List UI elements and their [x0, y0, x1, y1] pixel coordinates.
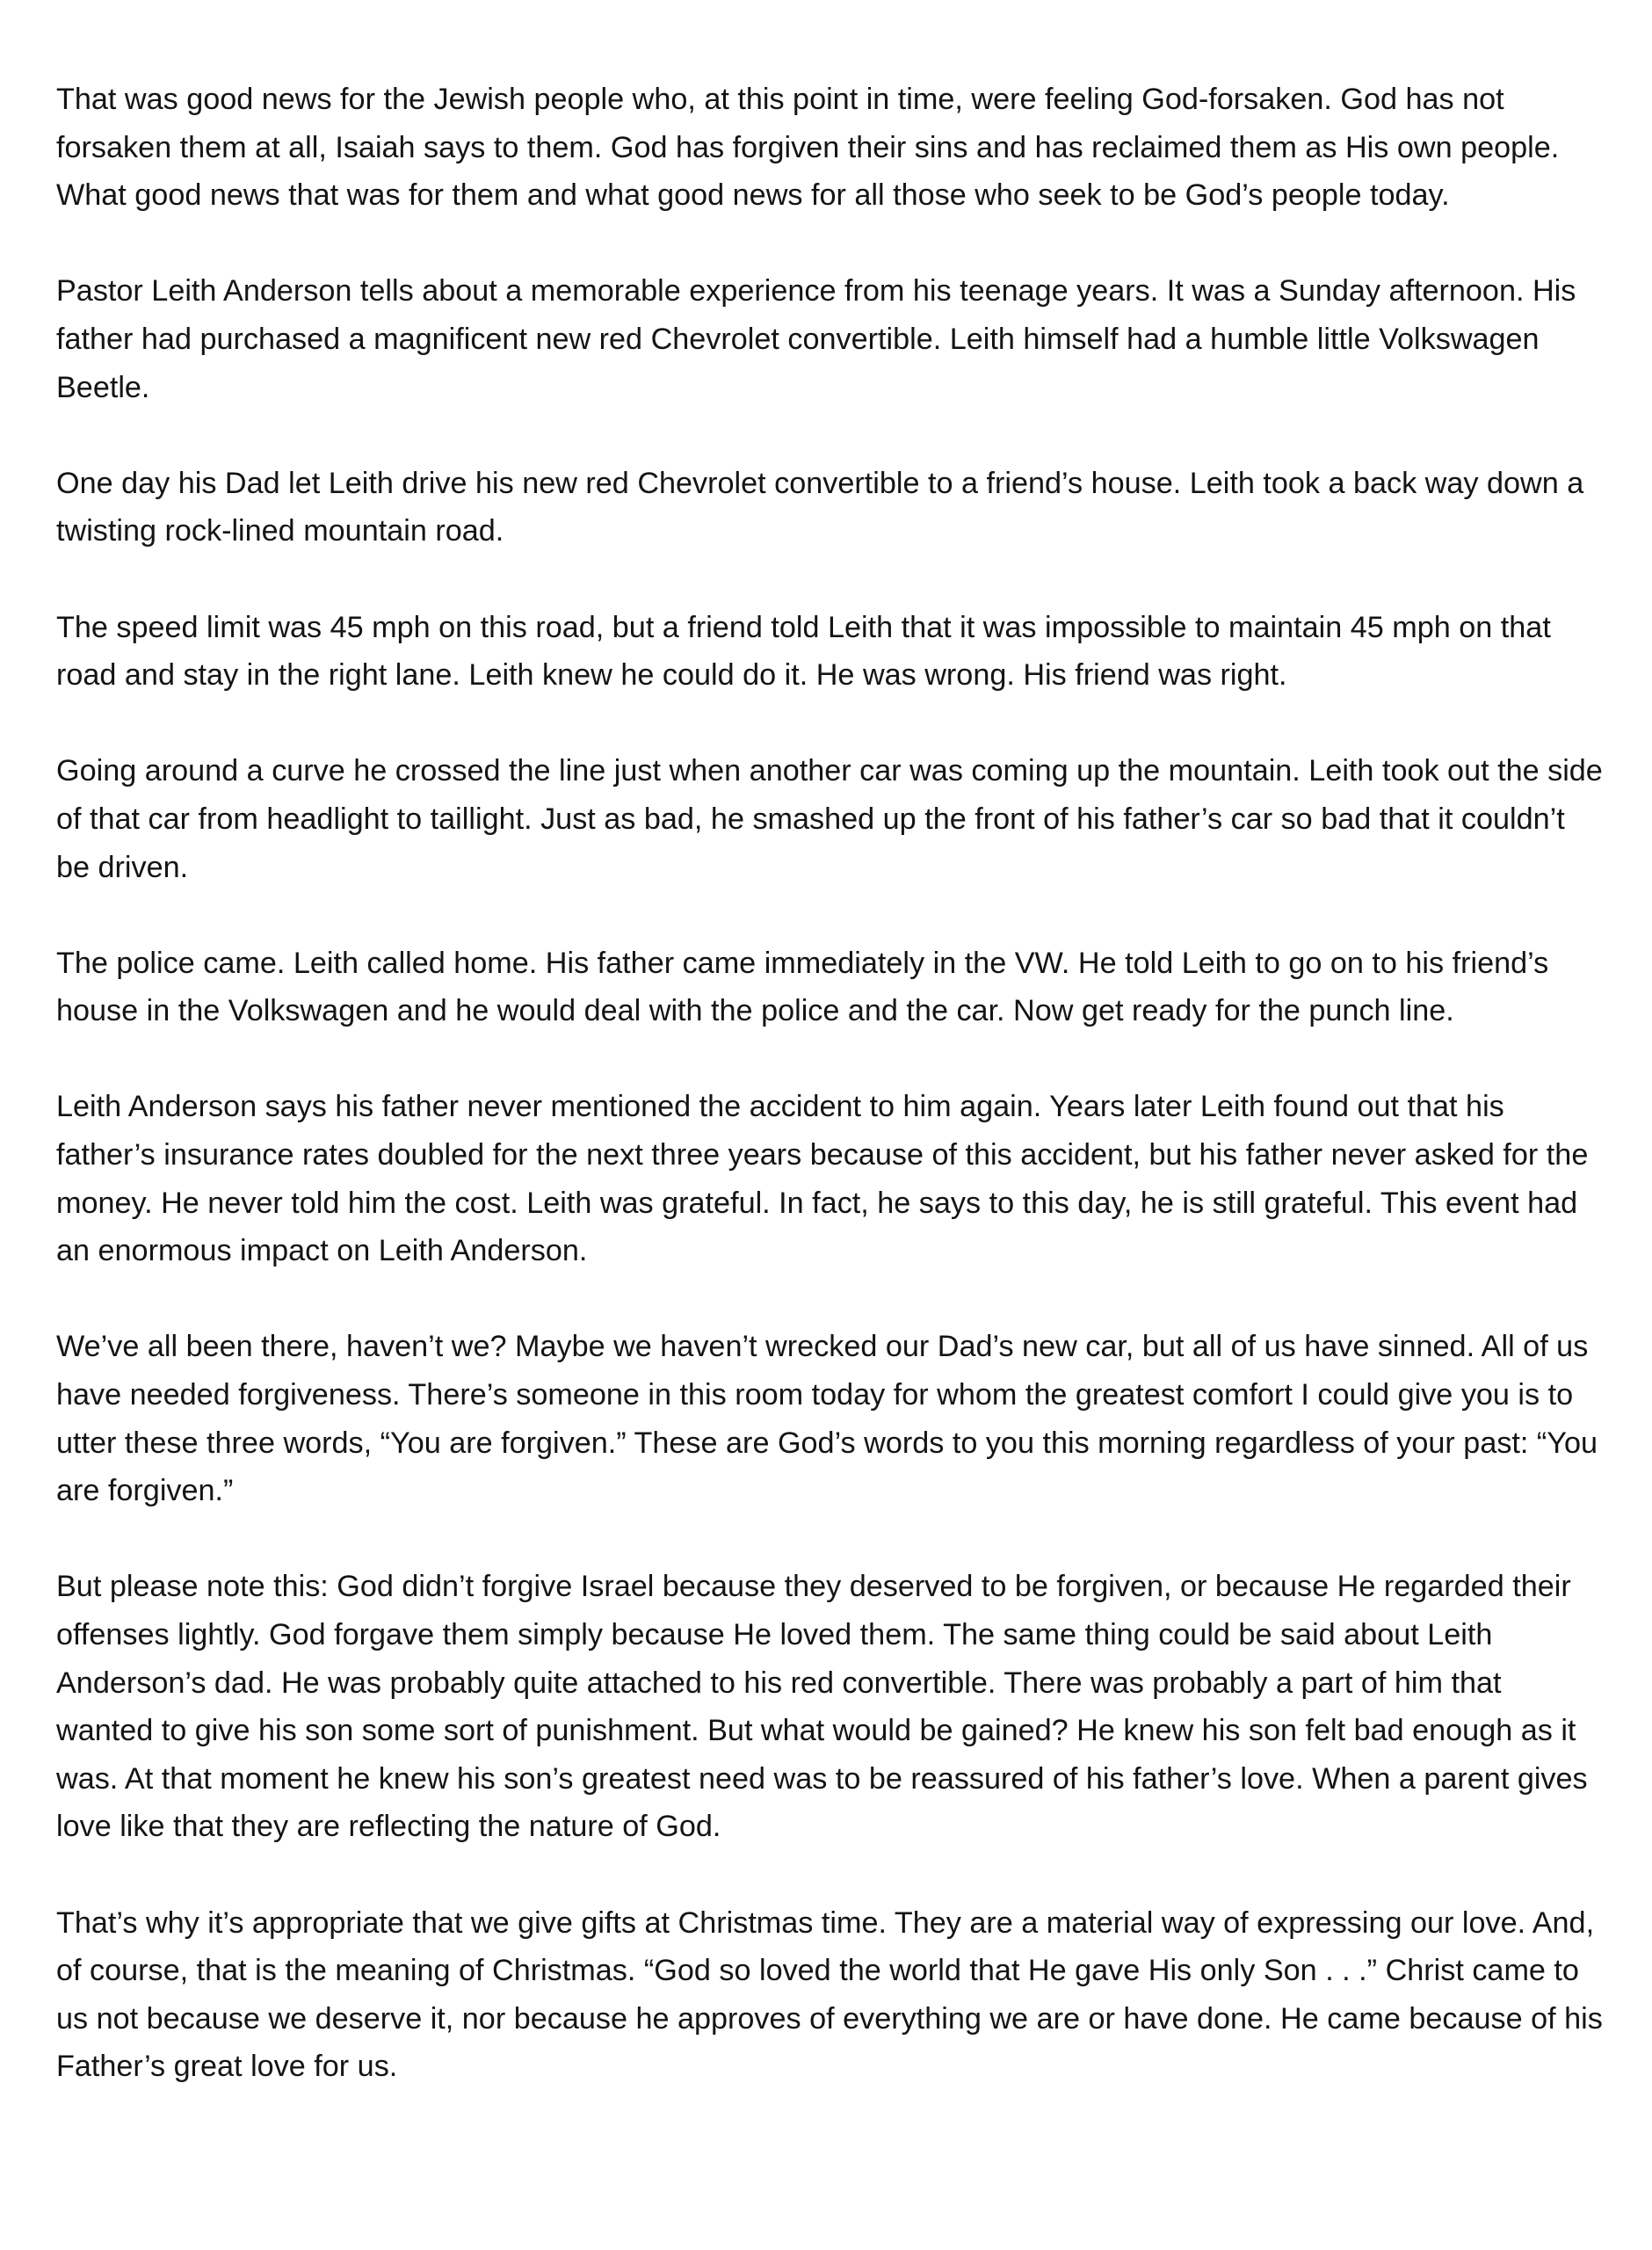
paragraph: Leith Anderson says his father never mentioned the accident to him again. Years later Leith found out that his father’s insurance rates doubled for the next three years because of this accident, but his father never asked for the money. He never told him the cost. Leith was grateful. In fact, he says to this day, he is still grateful. This event had an enormous impact on Leith Anderson.	[56, 1090, 1589, 1268]
document-body	[56, 76, 1603, 2091]
paragraph: One day his Dad let Leith drive his new red Chevrolet convertible to a friend’s house. Leith took a back way down a twisting rock-lined mountain road.	[56, 466, 1584, 548]
paragraph: Going around a curve he crossed the line just when another car was coming up the mountain. Leith took out the side of that car from headlight to taillight. Just as bad, he smashed up the front of his father’s car so bad that it couldn’t be driven.	[56, 754, 1603, 884]
paragraph: We’ve all been there, haven’t we? Maybe we haven’t wrecked our Dad’s new car, but all of us have sinned. All of us have needed forgiveness. There’s someone in this room today for whom the greatest comfort I could give you is to utter these three words, “You are forgiven.” These are God’s words to you this morning regardless of your past: “You are forgiven.”	[56, 1330, 1598, 1508]
paragraph: But please note this: God didn’t forgive Israel because they deserved to be forgiven, or because He regarded their offenses lightly. God forgave them simply because He loved them. The same thing could be said about Leith Anderson’s dad. He was probably quite attached to his red convertible. There was probably a part of him that wanted to give his son some sort of punishment. But what would be gained? He knew his son felt bad enough as it was. At that moment he knew his son’s greatest need was to be reassured of his father’s love. When a parent gives love like that they are reflecting the nature of God.	[56, 1570, 1588, 1844]
paragraph: That’s why it’s appropriate that we give gifts at Christmas time. They are a material way of expressing our love. And, of course, that is the meaning of Christmas. “God so loved the world that He gave His only Son . . .” Christ came to us not because we deserve it, nor because he approves of everything we are or have done. He came because of his Father’s great love for us.	[56, 1905, 1603, 2084]
paragraph: That was good news for the Jewish people who, at this point in time, were feeling God-forsaken. God has not forsaken them at all, Isaiah says to them. God has forgiven their sins and has reclaimed them as His own people. What good news that was for them and what good news for all those who seek to be God’s people today.	[56, 83, 1560, 213]
paragraph: The speed limit was 45 mph on this road, but a friend told Leith that it was impossible to maintain 45 mph on that road and stay in the right lane. Leith knew he could do it. He was wrong. His friend was right.	[56, 610, 1551, 693]
paragraph: The police came. Leith called home. His father came immediately in the VW. He told Leith to go on to his friend’s house in the Volkswagen and he would deal with the police and the car. Now get ready for the punch line.	[56, 946, 1549, 1028]
paragraph: Pastor Leith Anderson tells about a memorable experience from his teenage years. It was a Sunday afternoon. His father had purchased a magnificent new red Chevrolet convertible. Leith himself had a humble little Volkswagen Beetle.	[56, 274, 1576, 404]
